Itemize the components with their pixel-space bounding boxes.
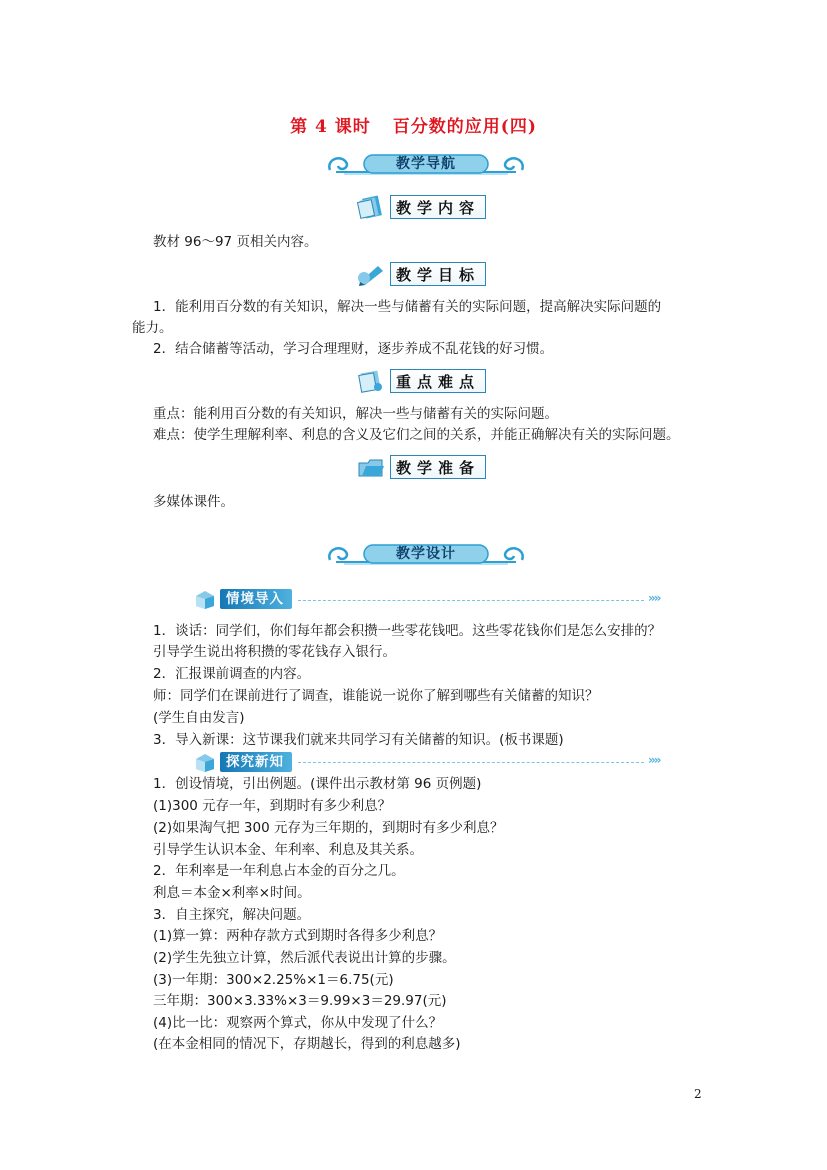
explore-line-8: (1)算一算：两种存款方式到期时各得多少利息？	[153, 928, 443, 944]
intro-line-2: 引导学生说出将积攒的零花钱存入银行。	[153, 644, 396, 660]
explore-line-4: 引导学生认识本金、年利率、利息及其关系。	[153, 842, 423, 858]
section-heading-prep	[356, 455, 486, 479]
cube-icon	[192, 588, 218, 610]
explore-line-13: (在本金相同的情况下，存期越长，得到的利息越多)	[153, 1036, 461, 1052]
section-heading-label: 重点难点	[390, 369, 486, 393]
section-heading-content	[356, 195, 486, 219]
folder-icon	[356, 455, 386, 479]
explore-line-2: (1)300 元存一年，到期时有多少利息？	[153, 798, 392, 814]
book-icon	[356, 195, 386, 219]
tag-label: 探究新知	[220, 752, 292, 772]
intro-line-3: 2．汇报课前调查的内容。	[153, 666, 311, 682]
explore-line-1: 1．创设情境，引出例题。(课件出示教材第 96 页例题)	[153, 776, 482, 792]
intro-line-5: (学生自由发言)	[153, 710, 245, 726]
explore-line-12: (4)比一比：观察两个算式，你从中发现了什么？	[153, 1015, 443, 1031]
tag-label: 情境导入	[220, 589, 292, 609]
key-point: 重点：能利用百分数的有关知识，解决一些与储蓄有关的实际问题。	[153, 406, 558, 422]
intro-line-4: 师：同学们在课前进行了调查，谁能说一说你了解到哪些有关储蓄的知识？	[153, 688, 599, 704]
goal-line-1-cont: 能力。	[132, 320, 173, 336]
banner-label: 教学导航	[396, 156, 456, 172]
explore-line-11: 三年期：300×3.33%×3＝9.99×3＝29.97(元)	[153, 993, 447, 1009]
pen-icon	[356, 262, 386, 286]
explore-line-5: 2．年利率是一年利息占本金的百分之几。	[153, 863, 405, 879]
content-text: 教材 96～97 页相关内容。	[153, 234, 318, 250]
page-number: 2	[694, 1087, 702, 1101]
intro-line-1: 1．谈话：同学们，你们每年都会积攒一些零花钱吧。这些零花钱你们是怎么安排的？	[153, 623, 662, 639]
section-heading-label: 教学内容	[390, 195, 486, 219]
cube-icon	[192, 751, 218, 773]
section-heading-label: 教学准备	[390, 455, 486, 479]
banner-teaching-design	[322, 540, 530, 570]
explore-line-9: (2)学生先独立计算，然后派代表说出计算的步骤。	[153, 950, 456, 966]
double-chevron-icon: »»	[648, 591, 660, 605]
tag-explore	[192, 751, 292, 773]
tag-divider	[298, 762, 644, 763]
lesson-number: 第 4 课时	[290, 117, 371, 137]
banner-teaching-nav	[322, 150, 530, 180]
goal-line-1: 1．能利用百分数的有关知识，解决一些与储蓄有关的实际问题，提高解决实际问题的	[153, 299, 662, 315]
double-chevron-icon: »»	[648, 753, 660, 767]
explore-line-10: (3)一年期：300×2.25%×1＝6.75(元)	[153, 972, 394, 988]
lesson-topic: 百分数的应用(四)	[392, 117, 537, 137]
section-heading-key	[356, 369, 486, 393]
explore-line-6: 利息＝本金×利率×时间。	[153, 885, 311, 901]
explore-line-3: (2)如果淘气把 300 元存为三年期的，到期时有多少利息？	[153, 820, 504, 836]
intro-line-6: 3．导入新课：这节课我们就来共同学习有关储蓄的知识。(板书课题)	[153, 732, 564, 748]
prep-text: 多媒体课件。	[153, 494, 234, 510]
tag-introduction	[192, 588, 292, 610]
lesson-title	[0, 112, 827, 137]
goal-line-2: 2．结合储蓄等活动，学习合理理财，逐步养成不乱花钱的好习惯。	[153, 341, 554, 357]
difficult-point: 难点：使学生理解利率、利息的含义及它们之间的关系，并能正确解决有关的实际问题。	[153, 427, 680, 443]
document-icon	[356, 369, 386, 393]
section-heading-label: 教学目标	[390, 262, 486, 286]
banner-label: 教学设计	[396, 546, 456, 562]
section-heading-goals	[356, 262, 486, 286]
explore-line-7: 3．自主探究，解决问题。	[153, 907, 311, 923]
tag-divider	[298, 600, 644, 601]
